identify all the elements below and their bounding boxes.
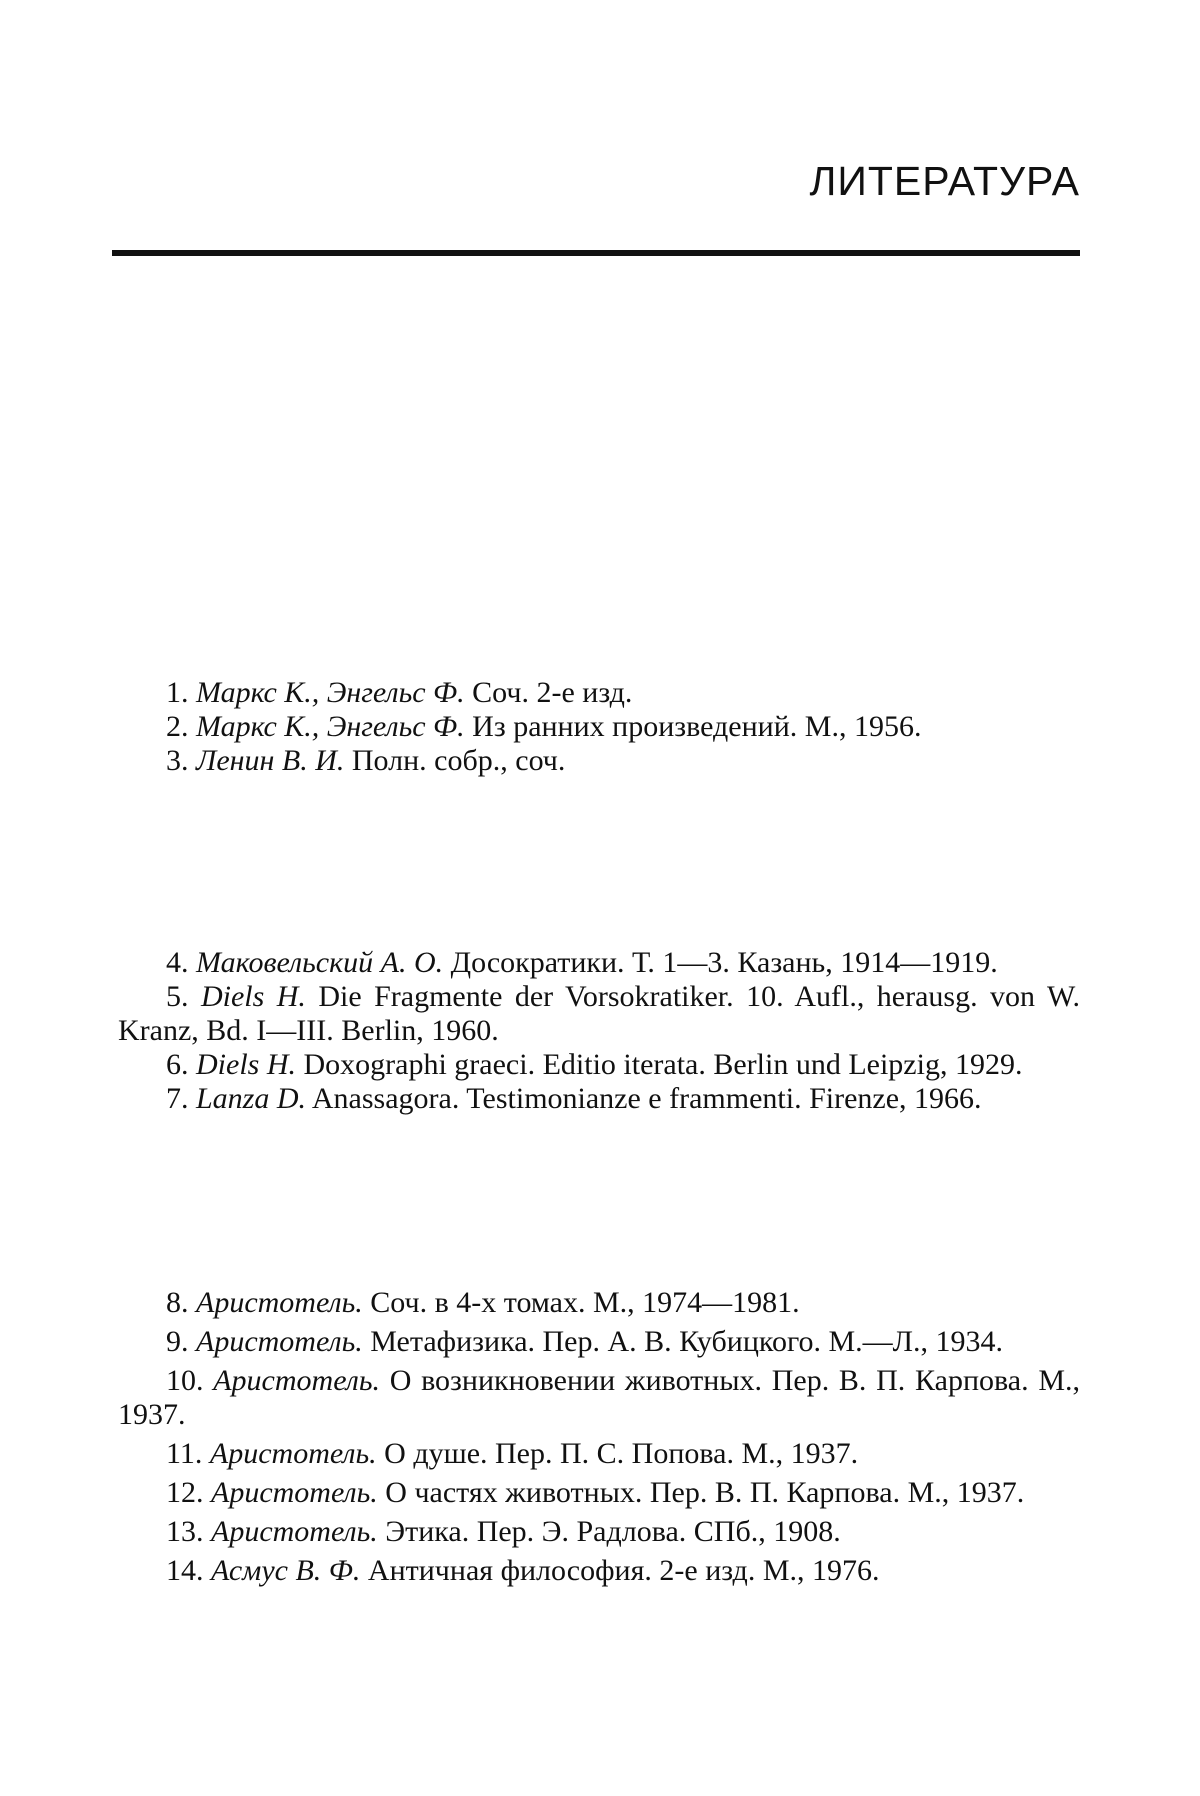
bibliography-entry (118, 946, 1080, 980)
entry-number: 11. (166, 1437, 203, 1470)
entry-author: Ленин В. И. (196, 744, 345, 777)
bibliography-entry (118, 980, 1080, 1048)
entry-text: Этика. Пер. Э. Радлова. СПб., 1908. (385, 1515, 841, 1548)
entry-text: Die Fragmente der Vorsokratiker. 10. Aufl., herausg. von W. Kranz, Bd. I—III. Berlin, 1960. (118, 980, 1081, 1047)
entry-number: 2. (166, 710, 189, 743)
bibliography-group-3 (118, 1286, 1080, 1593)
entry-number: 13. (166, 1515, 204, 1548)
entry-text: О частях животных. Пер. В. П. Карпова. М., 1937. (385, 1476, 1025, 1509)
entry-author: Маркс К., Энгельс Ф. (196, 676, 465, 709)
entry-text: Соч. в 4-х томах. М., 1974—1981. (370, 1286, 800, 1319)
entry-author: Аристотель. (209, 1437, 377, 1470)
entry-number: 5. (166, 980, 189, 1013)
bibliography-group-1 (118, 676, 1080, 778)
entry-author: Аристотель. (196, 1325, 363, 1358)
entry-author: Аристотель. (196, 1286, 363, 1319)
page-title: ЛИТЕРАТУРА (809, 158, 1080, 204)
bibliography-entry (118, 1364, 1080, 1432)
entry-author: Маковельский А. О. (196, 946, 444, 979)
bibliography-entry (118, 676, 1080, 710)
bibliography-entry (118, 1082, 1080, 1116)
entry-text: Метафизика. Пер. А. В. Кубицкого. М.—Л., 1934. (370, 1325, 1004, 1358)
bibliography-entry (118, 1048, 1080, 1082)
entry-text: Античная философия. 2-е изд. М., 1976. (367, 1554, 880, 1587)
entry-text: Doxographi graeci. Editio iterata. Berlin und Leipzig, 1929. (303, 1048, 1023, 1081)
entry-number: 9. (166, 1325, 189, 1358)
bibliography-group-2 (118, 946, 1080, 1116)
entry-author: Аристотель. (211, 1476, 378, 1509)
entry-number: 14. (166, 1554, 204, 1587)
entry-author: Аристотель. (211, 1515, 378, 1548)
bibliography-entry (118, 1476, 1080, 1510)
entry-number: 12. (166, 1476, 204, 1509)
bibliography-entry (118, 1286, 1080, 1320)
bibliography-entry (118, 744, 1080, 778)
entry-author: Diels H. (196, 1048, 296, 1081)
entry-text: Соч. 2-е изд. (472, 676, 633, 709)
bibliography-entry (118, 1515, 1080, 1549)
entry-number: 3. (166, 744, 189, 777)
bibliography-entry (118, 710, 1080, 744)
entry-number: 10. (166, 1364, 204, 1397)
entry-text: Anassagora. Testimonianze e frammenti. Firenze, 1966. (311, 1082, 982, 1115)
bibliography-entry (118, 1325, 1080, 1359)
entry-author: Аристотель. (213, 1364, 380, 1397)
entry-number: 8. (166, 1286, 189, 1319)
entry-author: Lanza D. (196, 1082, 307, 1115)
entry-text: Из ранних произведений. М., 1956. (472, 710, 922, 743)
entry-text: О возникновении животных. Пер. В. П. Карпова. М., 1937. (118, 1364, 1080, 1431)
entry-text: Полн. собр., соч. (351, 744, 566, 777)
bibliography-entry (118, 1554, 1080, 1588)
entry-author: Diels H. (200, 980, 306, 1013)
title-rule (112, 250, 1080, 256)
bibliography-entry (118, 1437, 1080, 1471)
entry-author: Маркс К., Энгельс Ф. (196, 710, 465, 743)
entry-number: 7. (166, 1082, 189, 1115)
entry-text: Досократики. Т. 1—3. Казань, 1914—1919. (450, 946, 998, 979)
entry-number: 4. (166, 946, 189, 979)
entry-text: О душе. Пер. П. С. Попова. М., 1937. (384, 1437, 859, 1470)
entry-number: 1. (166, 676, 189, 709)
entry-author: Асмус В. Ф. (211, 1554, 361, 1587)
entry-number: 6. (166, 1048, 189, 1081)
